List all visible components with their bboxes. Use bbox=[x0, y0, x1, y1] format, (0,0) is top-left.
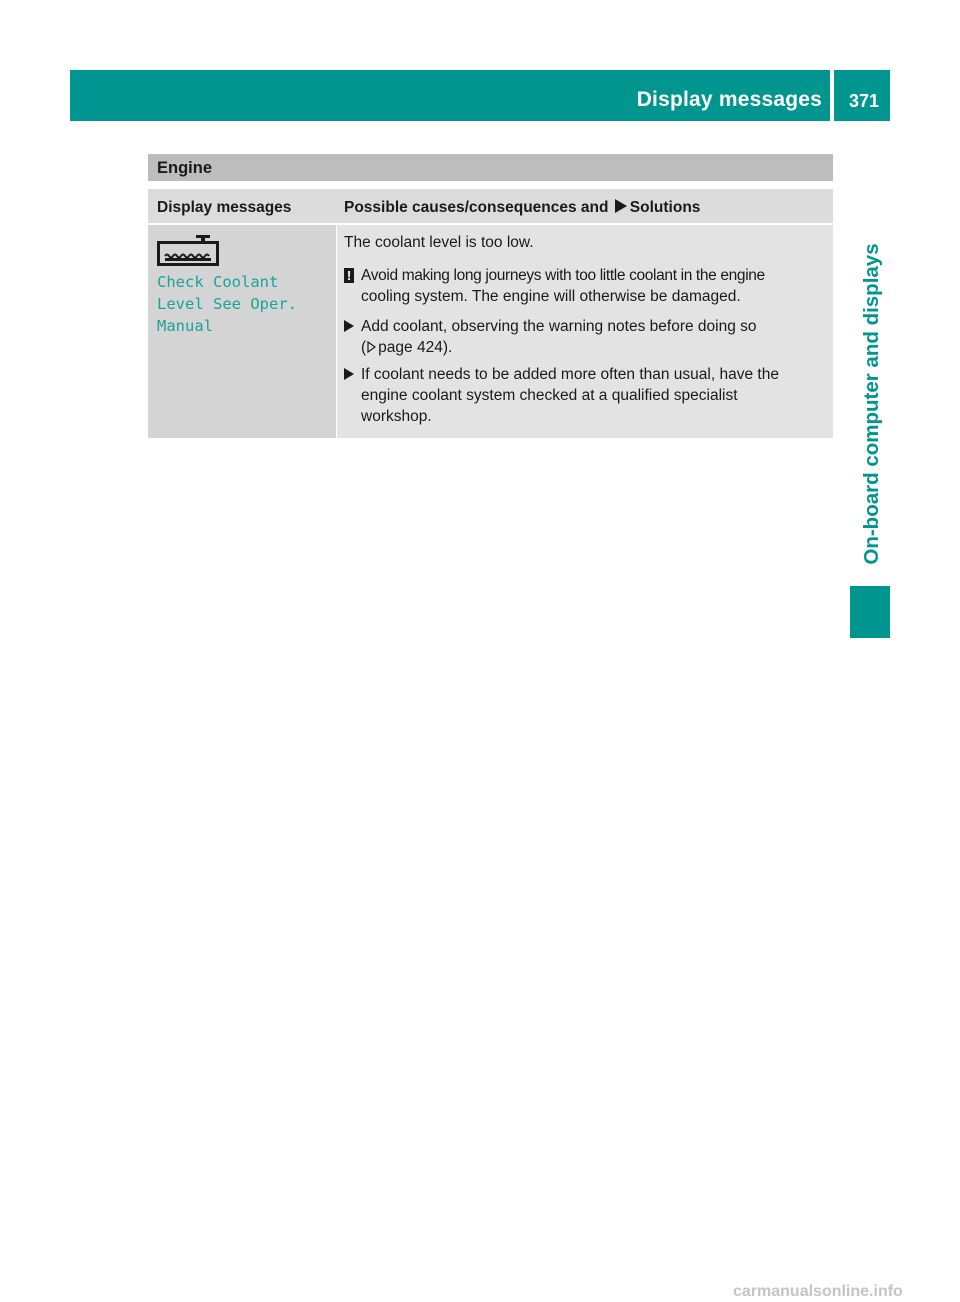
solution-step bbox=[344, 316, 830, 358]
warning-line: cooling system. The engine will otherwise be damaged. bbox=[361, 288, 741, 305]
header-divider bbox=[830, 70, 834, 121]
side-tab-label: On-board computer and displays bbox=[860, 243, 883, 565]
section-bar bbox=[148, 154, 833, 181]
solution-step bbox=[344, 364, 830, 427]
step-arrow-icon bbox=[344, 368, 354, 380]
watermark: carmanualsonline.info bbox=[733, 1283, 903, 1300]
display-message-text bbox=[157, 271, 332, 337]
warning-line: Avoid making long journeys with too little coolant in the engine bbox=[361, 267, 765, 284]
coolant-level-icon bbox=[157, 234, 219, 266]
display-message-line: Level See Oper. bbox=[157, 295, 297, 313]
column-header-causes: Possible causes/consequences and bbox=[344, 199, 609, 216]
column-header-display-messages: Display messages bbox=[157, 199, 292, 216]
step-line: If coolant needs to be added more often than usual, have the bbox=[361, 366, 779, 383]
column-header-solutions: Solutions bbox=[629, 199, 701, 216]
page-number: 371 bbox=[848, 91, 880, 111]
header-title: Display messages bbox=[636, 88, 822, 111]
section-title: Engine bbox=[157, 159, 213, 177]
step-line-open: ( bbox=[361, 339, 367, 356]
step-line: Add coolant, observing the warning notes before doing so bbox=[361, 318, 757, 335]
step-arrow-icon bbox=[344, 320, 354, 332]
step-line bbox=[344, 337, 830, 358]
side-tab-marker bbox=[850, 586, 890, 638]
display-message-line: Manual bbox=[157, 317, 213, 335]
display-message-line: Check Coolant bbox=[157, 273, 279, 291]
column-header-causes-solutions bbox=[344, 199, 700, 217]
page-reference-link[interactable]: page 424). bbox=[378, 339, 453, 356]
solutions-arrow-icon bbox=[615, 199, 627, 213]
warning-icon: ! bbox=[344, 268, 354, 283]
warning-note bbox=[344, 265, 830, 307]
step-line: engine coolant system checked at a qualified specialist bbox=[361, 387, 738, 404]
cause-text: The coolant level is too low. bbox=[344, 234, 534, 251]
step-line: workshop. bbox=[361, 408, 432, 425]
page-reference-icon bbox=[367, 341, 376, 353]
